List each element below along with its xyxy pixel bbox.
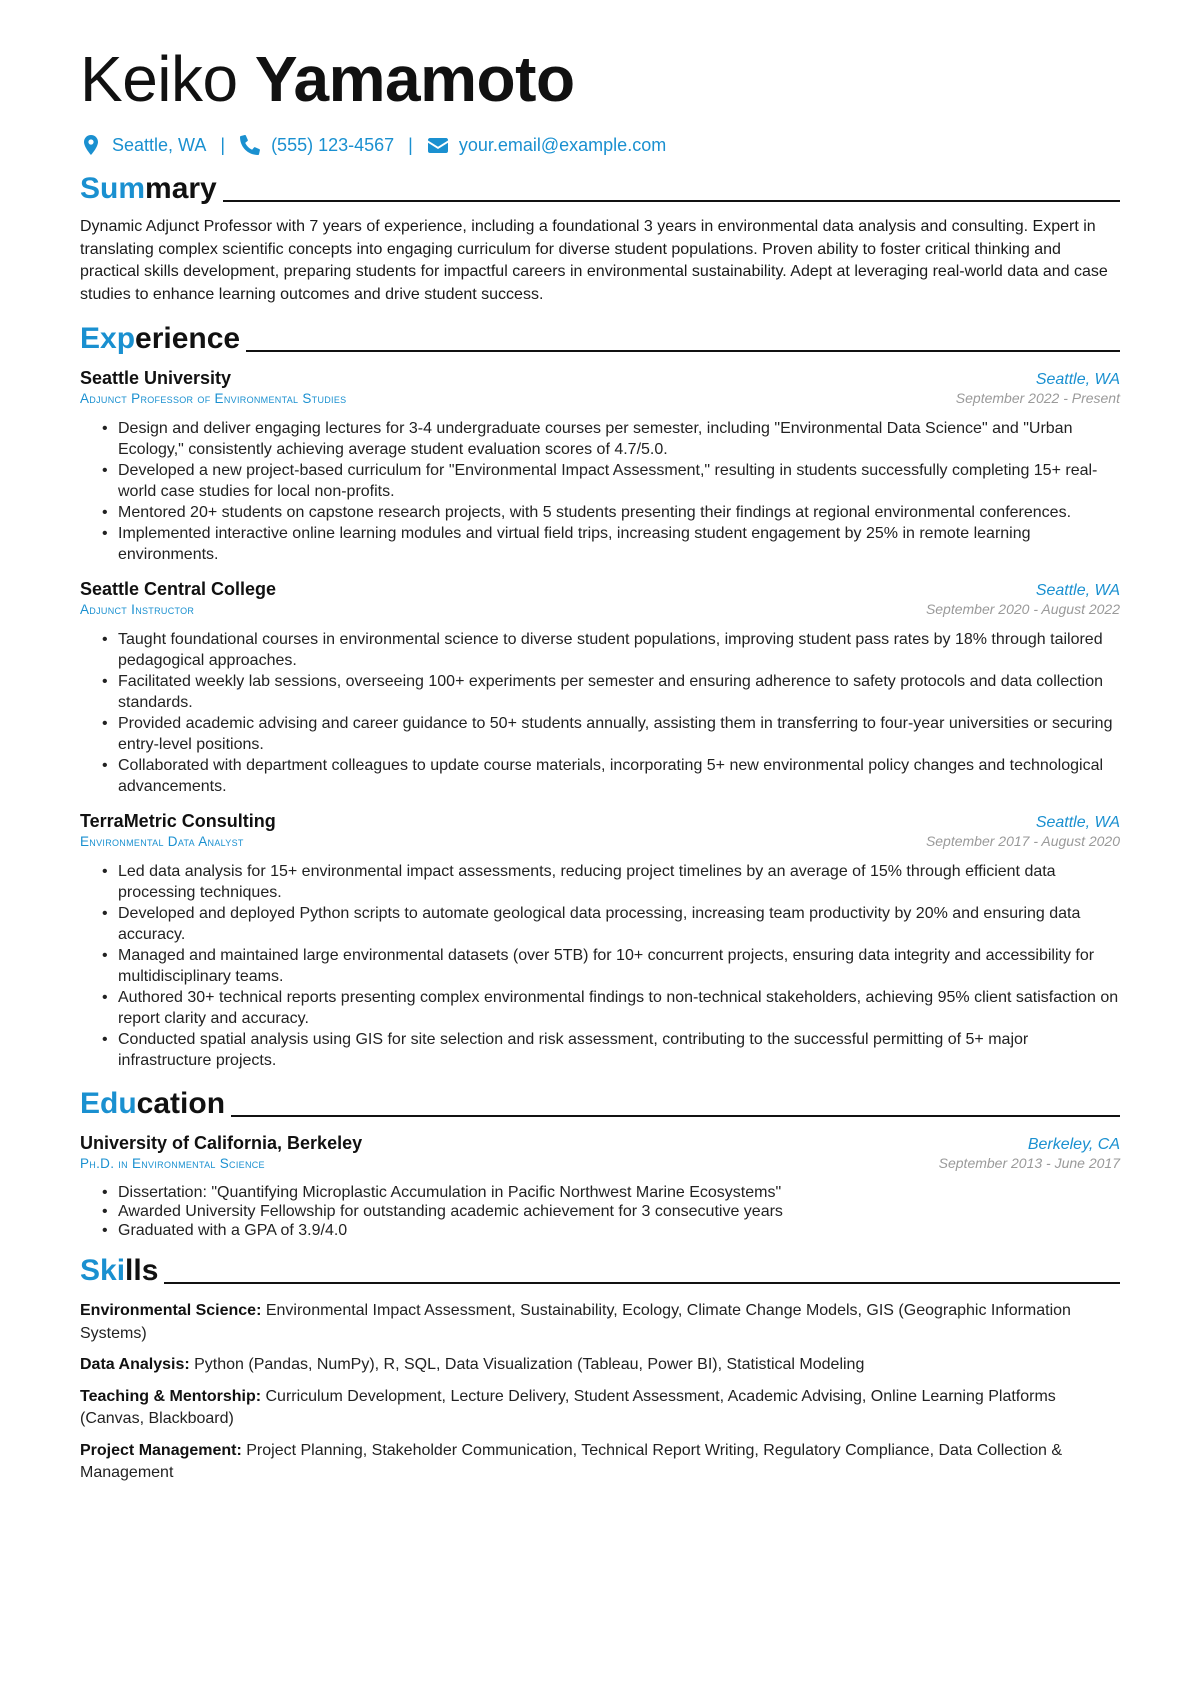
job-entry	[80, 579, 1120, 797]
job-bullets	[80, 418, 1120, 565]
title-accent: Exp	[80, 322, 136, 355]
skill-row	[80, 1300, 1120, 1345]
bullet-item: • Collaborated with department colleagues to update course materials, incorporating 5+ new environmental policy changes and technological advancements.	[102, 755, 1120, 797]
bullet-item: • Developed a new project-based curriculum for "Environmental Impact Assessment," resulting in students successfully completing 15+ real-world case studies for local non-profits.	[102, 460, 1120, 502]
job-dates: September 2020 - August 2022	[925, 601, 1120, 617]
skills-heading	[80, 1250, 1120, 1288]
section-title	[80, 1087, 225, 1121]
skills-list	[80, 1300, 1120, 1485]
education-dates: September 2013 - June 2017	[938, 1155, 1120, 1171]
bullet-item: • Taught foundational courses in environmental science to diverse student populations, improving student pass rates by 18% through tailored pedagogical approaches.	[102, 629, 1120, 671]
title-accent: Ski	[80, 1254, 126, 1287]
resume-page	[80, 38, 1120, 1494]
bullet-item: • Design and deliver engaging lectures for 3-4 undergraduate courses per semester, including "Environmental Data Science" and "Urban Ecology," consistently achieving average student evaluation scores of 4.7/5.0.	[102, 418, 1120, 460]
title-rest: lls	[125, 1254, 159, 1287]
job-entry	[80, 368, 1120, 565]
section-title	[80, 322, 240, 356]
contact-location	[80, 134, 206, 156]
bullet-item: • Facilitated weekly lab sessions, overseeing 100+ experiments per semester and ensuring adherence to safety protocols and data collection standards.	[102, 671, 1120, 713]
map-pin-icon	[80, 134, 102, 156]
job-bullets	[80, 861, 1120, 1071]
experience-heading	[80, 318, 1120, 356]
education-entry	[80, 1133, 1120, 1240]
skill-row	[80, 1386, 1120, 1431]
bullet-item: • Dissertation: "Quantifying Microplastic Accumulation in Pacific Northwest Marine Ecosystems"	[102, 1183, 1120, 1202]
contact-email[interactable]	[427, 134, 666, 156]
section-title	[80, 1254, 158, 1288]
skill-label: Project Management:	[80, 1441, 242, 1459]
title-rest: mary	[145, 172, 217, 205]
last-name: Yamamoto	[254, 43, 575, 115]
section-rule	[231, 1115, 1120, 1117]
phone-text: (555) 123-4567	[271, 134, 395, 155]
bullet-item: • Led data analysis for 15+ environmental impact assessments, reducing project timelines by an average of 15% through efficient data processing techniques.	[102, 861, 1120, 903]
education-heading	[80, 1083, 1120, 1121]
skill-value: Project Planning, Stakeholder Communication, Technical Report Writing, Regulatory Compliance, Data Collection & Management	[80, 1441, 1063, 1481]
school-name: University of California, Berkeley	[80, 1133, 363, 1153]
skill-label: Teaching & Mentorship:	[80, 1387, 262, 1405]
section-title	[80, 172, 217, 206]
section-rule	[164, 1282, 1120, 1284]
contact-phone[interactable]	[239, 134, 394, 156]
job-entry	[80, 811, 1120, 1071]
title-accent: Sum	[80, 172, 146, 205]
education-bullets	[80, 1183, 1120, 1240]
job-location: Seattle, WA	[1035, 371, 1120, 388]
location-text: Seattle, WA	[112, 134, 207, 155]
employer-name: Seattle University	[80, 368, 232, 388]
bullet-item: • Mentored 20+ students on capstone research projects, with 5 students presenting their findings at regional environmental conferences.	[102, 502, 1120, 523]
bullet-item: • Conducted spatial analysis using GIS for site selection and risk assessment, contributing to the successful permitting of 5+ major infrastructure projects.	[102, 1029, 1120, 1071]
skill-row	[80, 1440, 1120, 1485]
skill-value: Environmental Impact Assessment, Sustainability, Ecology, Climate Change Models, GIS (Geographic Information Systems)	[80, 1302, 1071, 1342]
summary-heading	[80, 168, 1120, 206]
envelope-icon	[427, 134, 449, 156]
job-title: Environmental Data Analyst	[80, 834, 244, 849]
contact-line	[80, 132, 1120, 158]
bullet-item: • Provided academic advising and career guidance to 50+ students annually, assisting them in transferring to four-year universities or securing entry-level positions.	[102, 713, 1120, 755]
bullet-item: • Managed and maintained large environmental datasets (over 5TB) for 10+ concurrent projects, ensuring data integrity and accessibility for multidisciplinary teams.	[102, 945, 1120, 987]
first-name: Keiko	[80, 43, 238, 115]
skill-row	[80, 1354, 1120, 1377]
skill-value: Curriculum Development, Lecture Delivery, Student Assessment, Academic Advising, Online Learning Platforms (Canvas, Blackboard)	[80, 1387, 1056, 1427]
section-rule	[246, 350, 1120, 352]
title-accent: Edu	[80, 1087, 137, 1120]
bullet-item: • Developed and deployed Python scripts to automate geological data processing, increasing team productivity by 20% and ensuring data accuracy.	[102, 903, 1120, 945]
email-text: your.email@example.com	[458, 134, 667, 155]
degree: Ph.D. in Environmental Science	[80, 1156, 265, 1171]
section-rule	[223, 200, 1120, 202]
job-location: Seattle, WA	[1035, 582, 1120, 599]
skill-label: Environmental Science:	[80, 1302, 262, 1319]
title-rest: erience	[135, 322, 241, 355]
job-location: Seattle, WA	[1035, 814, 1120, 831]
skill-label: Data Analysis:	[80, 1356, 190, 1373]
title-rest: cation	[136, 1087, 226, 1120]
phone-icon	[239, 134, 261, 156]
job-title: Adjunct Professor of Environmental Studies	[80, 391, 347, 406]
employer-name: Seattle Central College	[80, 579, 277, 599]
bullet-item: • Implemented interactive online learning modules and virtual field trips, increasing student engagement by 25% in remote learning environments.	[102, 523, 1120, 565]
job-dates: September 2022 - Present	[955, 390, 1120, 406]
summary-text: Dynamic Adjunct Professor with 7 years of experience, including a foundational 3 years in environmental data analysis and consulting. Expert in translating complex scientific concepts into engaging curriculum for diverse student populations. Proven ability to foster critical thinking and practical skills development, preparing students for impactful careers in environmental sustainability. Adept at leveraging real-world data and case studies to enhance learning outcomes and drive student success.	[80, 218, 1108, 303]
bullet-item: • Awarded University Fellowship for outstanding academic achievement for 3 consecutive years	[102, 1202, 1120, 1221]
skill-value: Python (Pandas, NumPy), R, SQL, Data Visualization (Tableau, Power BI), Statistical Modeling	[189, 1356, 865, 1373]
employer-name: TerraMetric Consulting	[80, 811, 276, 831]
bullet-item: • Authored 30+ technical reports presenting complex environmental findings to non-technical stakeholders, achieving 95% client satisfaction on report clarity and accuracy.	[102, 987, 1120, 1029]
school-location: Berkeley, CA	[1027, 1136, 1120, 1153]
contact-separator: |	[408, 134, 413, 155]
candidate-name	[80, 38, 1120, 120]
job-bullets	[80, 629, 1120, 797]
job-title: Adjunct Instructor	[80, 602, 195, 617]
contact-separator: |	[220, 134, 226, 155]
bullet-item: • Graduated with a GPA of 3.9/4.0	[102, 1221, 1120, 1240]
job-dates: September 2017 - August 2020	[925, 833, 1120, 849]
